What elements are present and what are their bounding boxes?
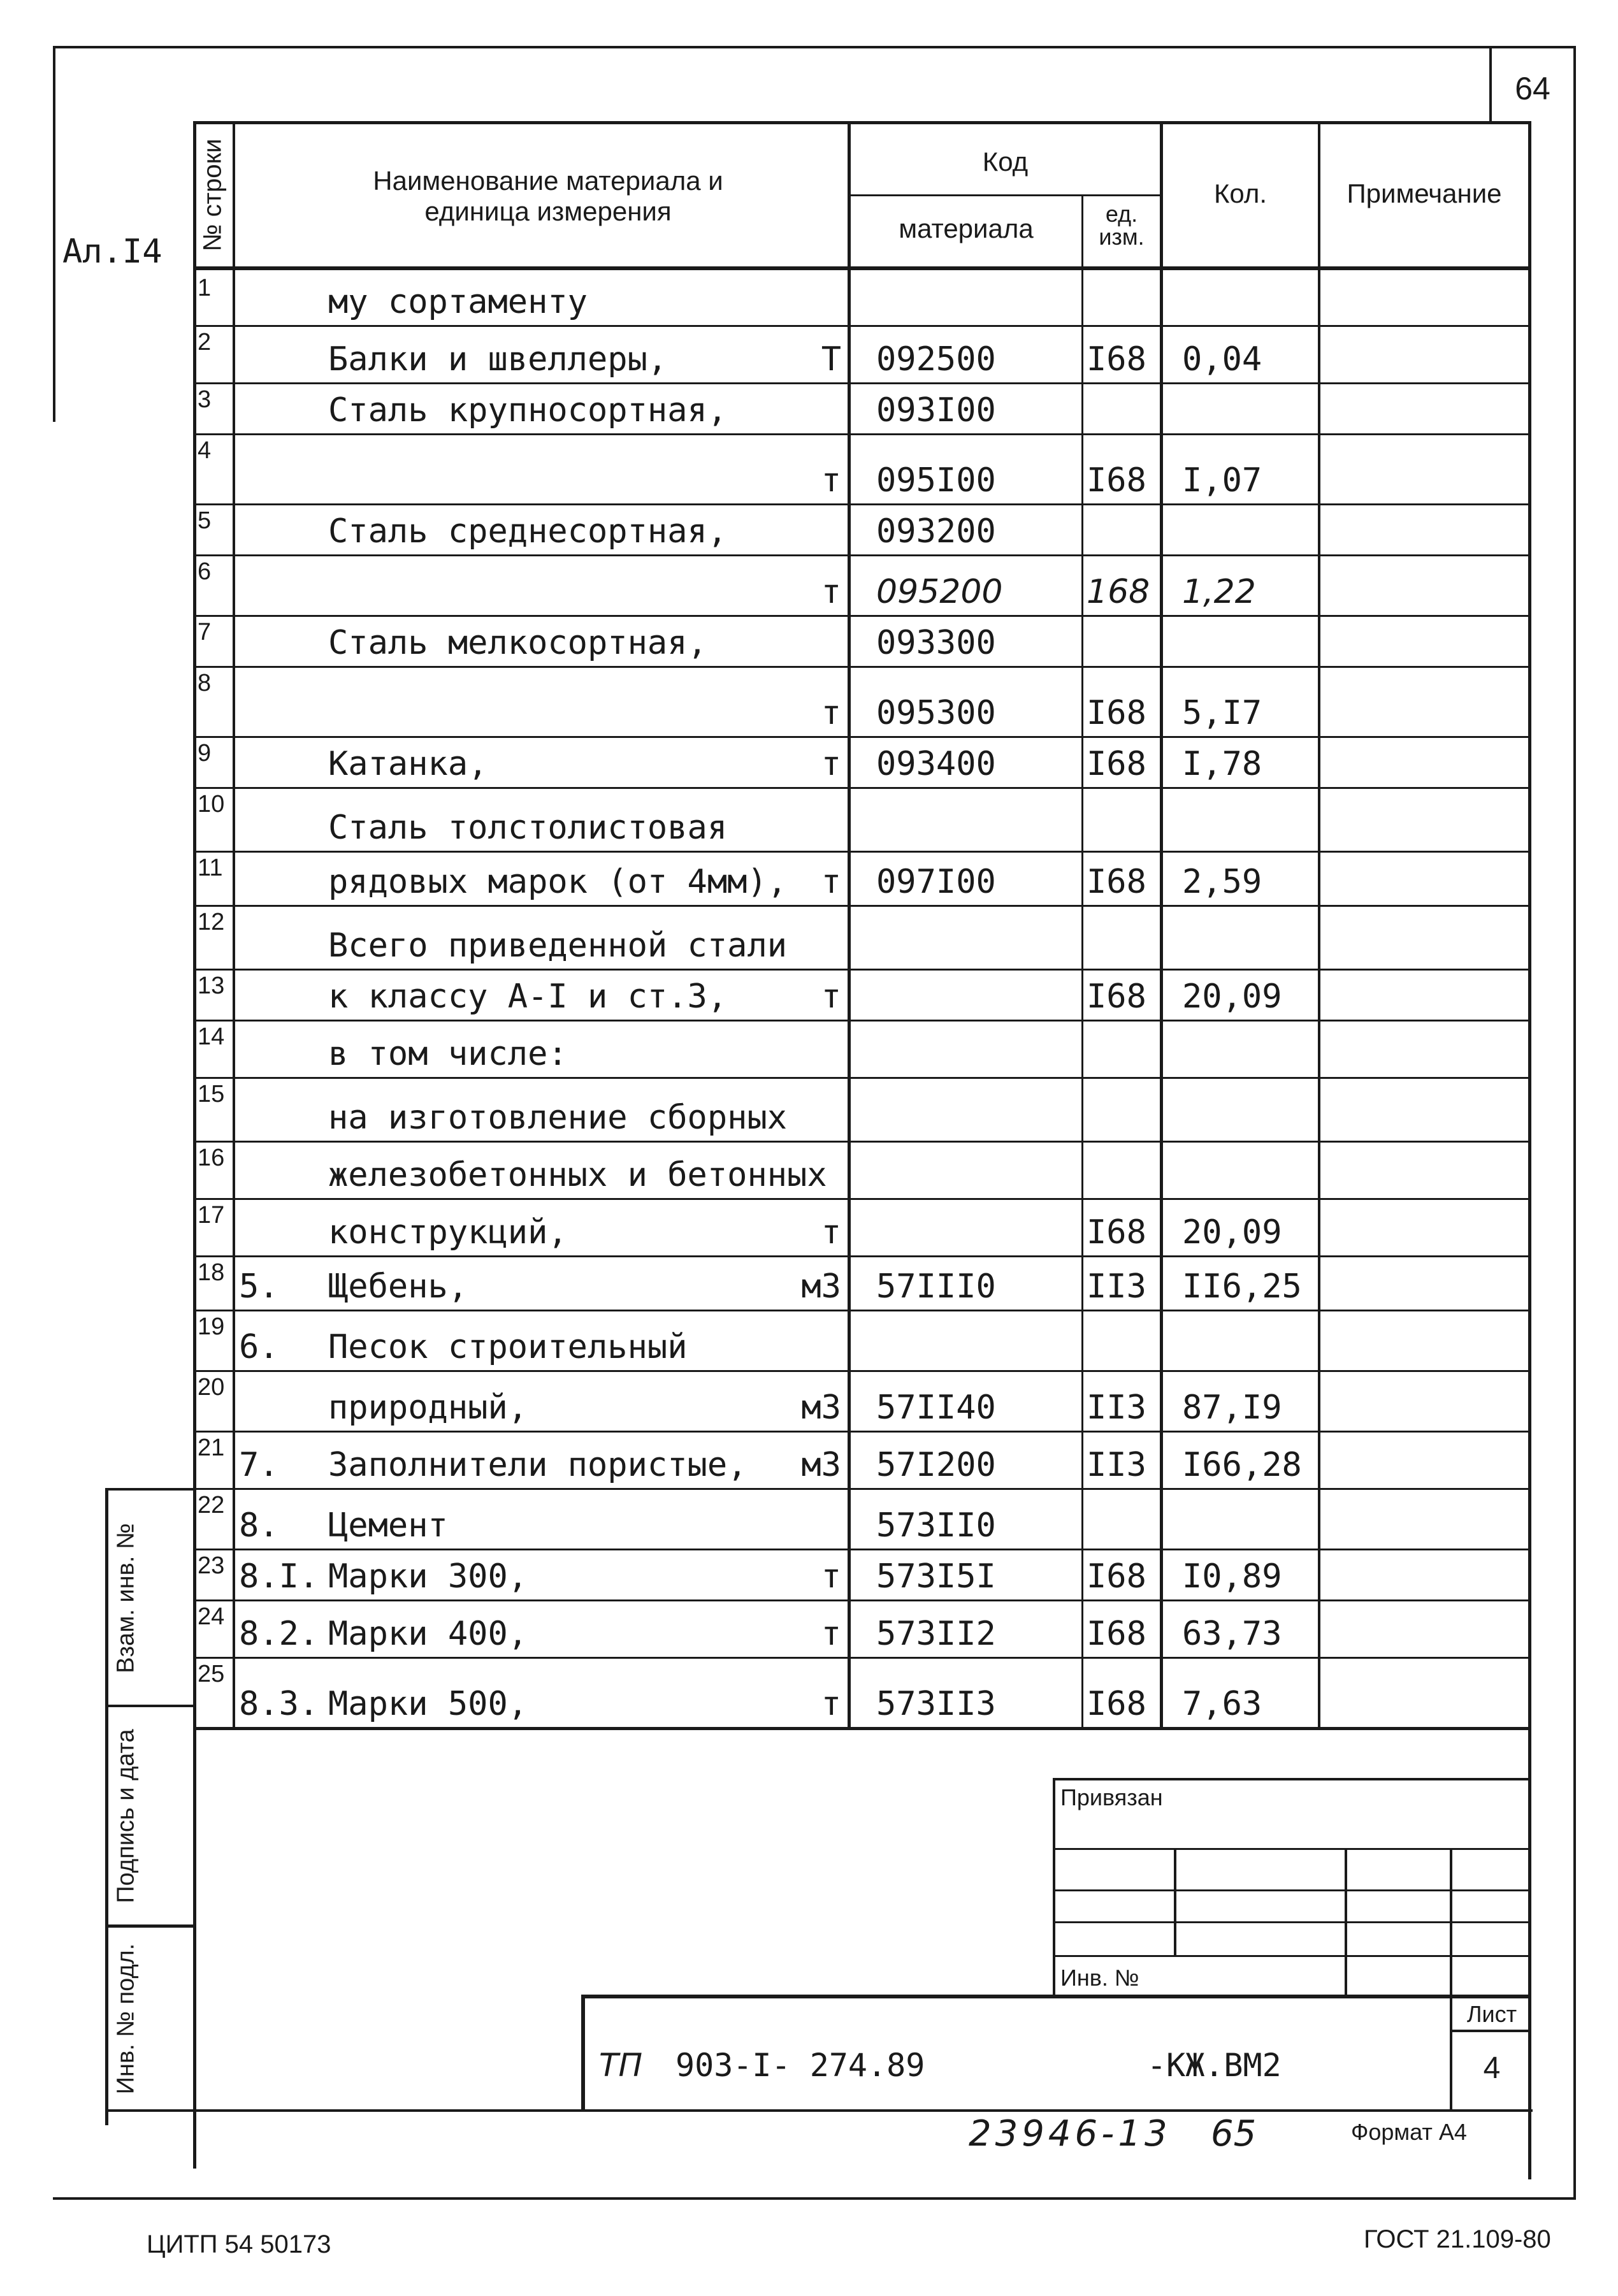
quantity-value: I,78 — [1182, 745, 1262, 783]
unit-label: м3 — [801, 1389, 841, 1427]
material-name: Цемент — [328, 1506, 448, 1545]
material-name: конструкций, — [328, 1213, 568, 1252]
frame-right — [1573, 46, 1576, 2200]
unit-code: 168 — [1087, 573, 1150, 611]
item-number: 8.I. — [239, 1557, 319, 1596]
publisher-label: ЦИТП 54 50173 — [147, 2230, 331, 2258]
material-name: железобетонных и бетонных — [328, 1156, 827, 1194]
vzam-inv-label: Взам. инв. № — [112, 1522, 140, 1673]
material-name: Балки и швеллеры, — [328, 340, 668, 379]
row-number: 25 — [198, 1661, 225, 1687]
material-name: Сталь мелкосортная, — [328, 624, 707, 662]
row-number: 18 — [198, 1259, 225, 1286]
quantity-header: Кол. — [1213, 178, 1268, 208]
signature-date-label: Подпись и дата — [112, 1729, 140, 1903]
unit-code: I68 — [1087, 1685, 1146, 1723]
material-code: 57II40 — [876, 1389, 996, 1427]
material-code: 573I5I — [876, 1557, 996, 1596]
material-name: Сталь крупносортная, — [328, 391, 728, 430]
row-number: 2 — [198, 329, 212, 356]
unit-label: т — [821, 1213, 841, 1252]
doc-suffix: -КЖ.ВМ2 — [1147, 2047, 1282, 2084]
row-number: 17 — [198, 1202, 225, 1229]
quantity-value: II6,25 — [1182, 1267, 1302, 1306]
handwritten-page: 65 — [1211, 2113, 1257, 2155]
quantity-value: 1,22 — [1182, 573, 1256, 611]
material-name: Катанка, — [328, 745, 488, 783]
quantity-value: 7,63 — [1182, 1685, 1262, 1723]
row-number: 9 — [198, 740, 212, 767]
material-name: Всего приведенной стали — [328, 927, 788, 965]
unit-label: т — [821, 1557, 841, 1596]
unit-label: т — [821, 694, 841, 732]
row-number: 4 — [198, 437, 212, 464]
note-header: Примечание — [1347, 178, 1502, 208]
row-number: 12 — [198, 909, 225, 935]
material-code: 095I00 — [876, 461, 996, 500]
material-name: Марки 400, — [328, 1615, 528, 1653]
material-name: Щебень, — [328, 1267, 468, 1306]
row-number: 22 — [198, 1492, 225, 1519]
quantity-value: 20,09 — [1182, 978, 1282, 1016]
code-unit-header: ед. изм. — [1099, 201, 1145, 250]
page-number: 64 — [1515, 71, 1550, 106]
frame-bottom — [53, 2197, 1576, 2200]
item-number: 6. — [239, 1328, 279, 1366]
row-number: 24 — [198, 1603, 225, 1630]
unit-code: I68 — [1087, 1213, 1146, 1252]
material-name: к классу А-I и ст.3, — [328, 978, 728, 1016]
gost-label: ГОСТ 21.109-80 — [1364, 2225, 1551, 2253]
unit-code: I68 — [1087, 694, 1146, 732]
doc-number: 903-I- 274.89 — [675, 2047, 925, 2084]
row-number: 23 — [198, 1552, 225, 1579]
material-name: на изготовление сборных — [328, 1099, 788, 1137]
unit-code: I68 — [1087, 1615, 1146, 1653]
quantity-value: I0,89 — [1182, 1557, 1282, 1596]
album-label: Ал.I4 — [62, 233, 163, 271]
page-number-box-left — [1489, 46, 1492, 122]
unit-code: II3 — [1087, 1446, 1146, 1484]
material-code: 57I200 — [876, 1446, 996, 1484]
unit-code: I68 — [1087, 340, 1146, 379]
row-number: 8 — [198, 670, 212, 697]
unit-code: I68 — [1087, 863, 1146, 901]
doc-prefix: ТП — [599, 2047, 643, 2084]
row-number: 20 — [198, 1374, 225, 1401]
handwritten-number: 23946-13 — [969, 2113, 1171, 2155]
material-name: Марки 500, — [328, 1685, 528, 1723]
sheet-label: Лист — [1466, 2001, 1517, 2027]
quantity-value: I,07 — [1182, 461, 1262, 500]
row-number: 13 — [198, 972, 225, 999]
row-number-header: № строки — [198, 138, 227, 252]
unit-label: Т — [821, 340, 841, 379]
material-code: 093300 — [876, 624, 996, 662]
unit-code: I68 — [1087, 745, 1146, 783]
row-number: 15 — [198, 1081, 225, 1108]
quantity-value: 20,09 — [1182, 1213, 1282, 1252]
row-number: 1 — [198, 275, 212, 301]
unit-label: т — [821, 863, 841, 901]
unit-code: II3 — [1087, 1267, 1146, 1306]
material-code: 093200 — [876, 512, 996, 551]
material-name: Песок строительный — [328, 1328, 688, 1366]
material-code: 097I00 — [876, 863, 996, 901]
row-number: 3 — [198, 386, 212, 413]
code-material-header: материала — [899, 213, 1034, 243]
material-code: 573II2 — [876, 1615, 996, 1653]
row-number: 16 — [198, 1144, 225, 1171]
item-number: 8.2. — [239, 1615, 319, 1653]
code-header: Код — [982, 147, 1029, 177]
item-number: 7. — [239, 1446, 279, 1484]
item-number: 8.3. — [239, 1685, 319, 1723]
unit-code: II3 — [1087, 1389, 1146, 1427]
material-code: 57III0 — [876, 1267, 996, 1306]
inv-original-label: Инв. № подл. — [112, 1943, 140, 2094]
unit-label: т — [821, 745, 841, 783]
unit-label: м3 — [801, 1446, 841, 1484]
row-number: 19 — [198, 1313, 225, 1340]
material-code: 573II0 — [876, 1506, 996, 1545]
row-number: 5 — [198, 507, 212, 534]
item-number: 8. — [239, 1506, 279, 1545]
privyazan-label: Привязан — [1060, 1784, 1163, 1810]
material-code: 093I00 — [876, 391, 996, 430]
format-label: Формат А4 — [1351, 2119, 1467, 2145]
quantity-value: I66,28 — [1182, 1446, 1302, 1484]
quantity-value: 87,I9 — [1182, 1389, 1282, 1427]
unit-label: м3 — [801, 1267, 841, 1306]
material-code: 092500 — [876, 340, 996, 379]
unit-code: I68 — [1087, 978, 1146, 1016]
material-name: Сталь среднесортная, — [328, 512, 728, 551]
unit-label: т — [821, 1685, 841, 1723]
row-number: 10 — [198, 791, 225, 818]
unit-label: т — [821, 573, 841, 611]
unit-code: I68 — [1087, 1557, 1146, 1596]
unit-label: т — [821, 461, 841, 500]
quantity-value: 0,04 — [1182, 340, 1262, 379]
material-name: рядовых марок (от 4мм), — [328, 863, 788, 901]
unit-code: I68 — [1087, 461, 1146, 500]
row-number: 21 — [198, 1434, 225, 1461]
inv-no-label: Инв. № — [1060, 1965, 1139, 1991]
material-name: му сортаменту — [328, 283, 588, 321]
material-code: 573II3 — [876, 1685, 996, 1723]
material-name: Заполнители пористые, — [328, 1446, 748, 1484]
material-code: 093400 — [876, 745, 996, 783]
row-number: 14 — [198, 1023, 225, 1050]
name-header: Наименование материала и единица измерения — [373, 166, 723, 227]
row-number: 7 — [198, 619, 212, 646]
material-code: 095200 — [876, 573, 1003, 611]
sheet-number: 4 — [1483, 2051, 1501, 2085]
frame-top — [53, 46, 1576, 48]
material-name: в том числе: — [328, 1035, 568, 1073]
quantity-value: 2,59 — [1182, 863, 1262, 901]
row-number: 11 — [198, 855, 223, 881]
material-name: Марки 300, — [328, 1557, 528, 1596]
quantity-value: 5,I7 — [1182, 694, 1262, 732]
unit-label: т — [821, 1615, 841, 1653]
material-code: 095300 — [876, 694, 996, 732]
item-number: 5. — [239, 1267, 279, 1306]
unit-label: т — [821, 978, 841, 1016]
material-name: природный, — [328, 1389, 528, 1427]
row-number: 6 — [198, 558, 212, 585]
material-name: Сталь толстолистовая — [328, 809, 728, 847]
quantity-value: 63,73 — [1182, 1615, 1282, 1653]
frame-left-upper — [53, 46, 55, 422]
